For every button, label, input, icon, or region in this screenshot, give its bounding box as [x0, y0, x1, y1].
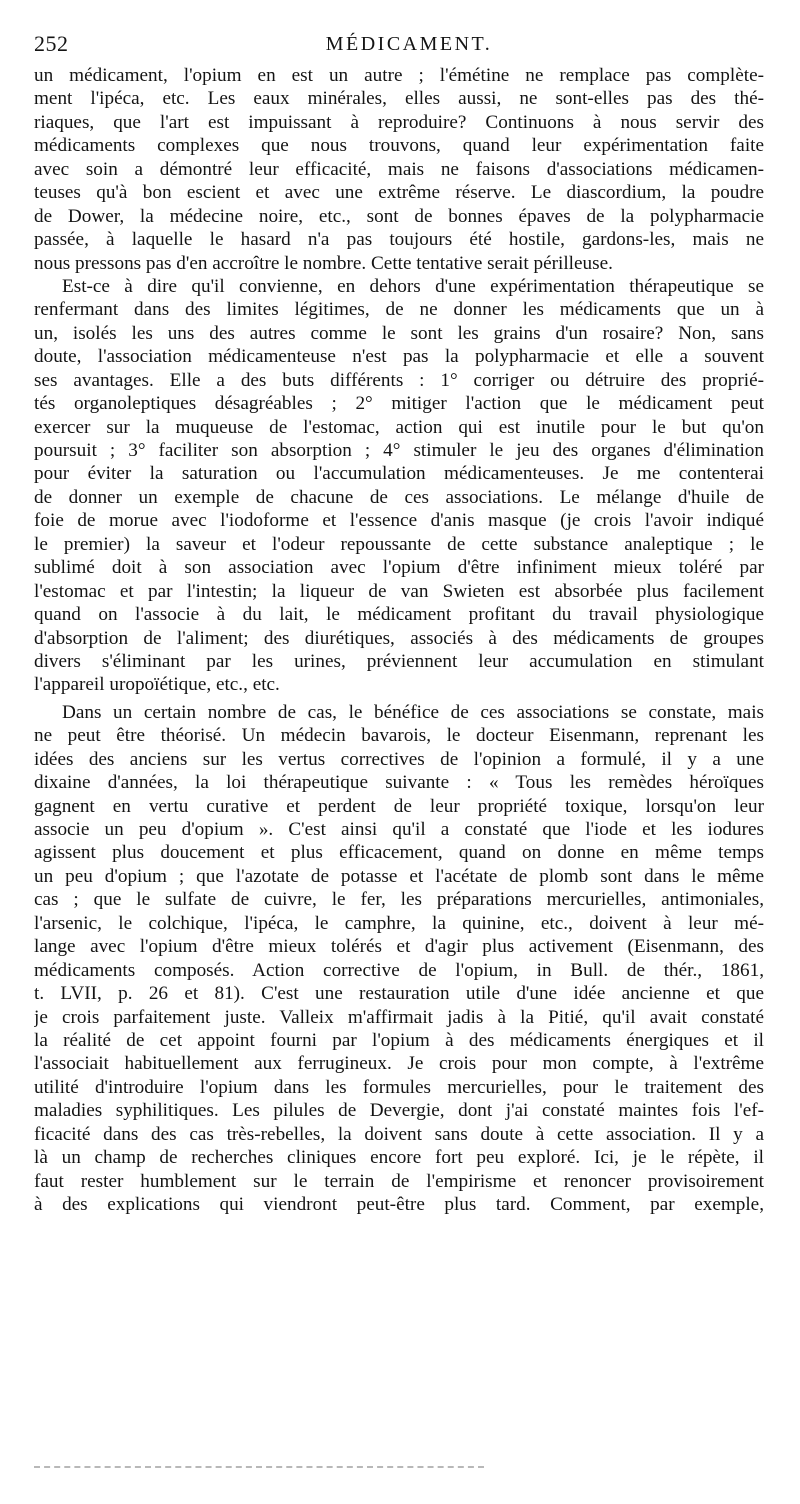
text-line: exercer sur la muqueuse de l'estomac, action qui est inutile pour le but qu'on — [34, 416, 764, 438]
page-number: 252 — [34, 31, 69, 56]
text-line: ficacité dans des cas très-rebelles, la doivent sans doute à cette association. Il y a — [34, 1123, 764, 1145]
page-header — [34, 30, 764, 58]
text-line: associe un peu d'opium ». C'est ainsi qu'il a constaté que l'iode et les iodures — [34, 819, 764, 840]
text-line: sublimé doit à son association avec l'opium d'être infiniment mieux toléré par — [34, 557, 764, 579]
text-line: quand on l'associe à du lait, le médicament profitant du travail physiologique — [34, 604, 764, 626]
text-line: un peu d'opium ; que l'azotate de potasse et l'acétate de plomb sont dans le même — [34, 865, 764, 887]
text-line: tés organoleptiques désagréables ; 2° mitiger l'action que le médicament peut — [34, 393, 764, 415]
text-line: gagnent en vertu curative et perdent de leur propriété toxique, lorsqu'on leur — [34, 795, 764, 817]
footer-rule — [34, 1466, 484, 1470]
text-line: pour éviter la saturation ou l'accumulation médicamenteuses. Je me contenterai — [34, 463, 764, 485]
text-line: agissent plus doucement et plus efficacement, quand on donne en même temps — [34, 842, 764, 864]
text-line: lange avec l'opium d'être mieux tolérés et d'agir plus activement (Eisenmann, des — [34, 936, 764, 958]
text-line: là un champ de recherches cliniques encore fort peu exploré. Ici, je le répète, il — [34, 1147, 764, 1169]
text-line: de Dower, la médecine noire, etc., sont de bonnes épaves de la polypharmacie — [34, 205, 764, 227]
text-line: utilité d'introduire l'opium dans les formules mercurielles, pour le traitement des — [34, 1076, 764, 1098]
text-line: poursuit ; 3° faciliter son absorption ; 4° stimuler le jeu des organes d'élimination — [34, 440, 764, 461]
text-line: riaques, que l'art est impuissant à reproduire? Continuons à nous servir des — [34, 111, 764, 133]
text-line: je crois parfaitement juste. Valleix m'affirmait jadis à la Pitié, qu'il avait constaté — [34, 1006, 764, 1028]
text-line: l'associait habituellement aux ferrugineux. Je crois pour mon compte, à l'extrême — [34, 1053, 764, 1075]
text-line: t. LVII, p. 26 et 81). C'est une restauration utile d'une idée ancienne et que — [34, 983, 764, 1005]
text-line: ses avantages. Elle a des buts différents : 1° corriger ou détruire des proprié- — [34, 369, 764, 391]
text-line: à des explications qui viendront peut-être plus tard. Comment, par exemple, — [34, 1194, 764, 1215]
text-line: un, isolés les uns des autres comme le sont les grains d'un rosaire? Non, sans — [34, 322, 764, 344]
text-line: maladies syphilitiques. Les pilules de Devergie, dont j'ai constaté maintes fois l'ef- — [34, 1100, 764, 1122]
text-line: ment l'ipéca, etc. Les eaux minérales, elles aussi, ne sont-elles pas des thé- — [34, 88, 764, 110]
text-line: dixaine d'années, la loi thérapeutique suivante : « Tous les remèdes héroïques — [34, 772, 764, 794]
text-line: divers s'éliminant par les urines, préviennent leur accumulation en stimulant — [34, 650, 764, 672]
text-line: la réalité de cet appoint fourni par l'opium à des médicaments énergiques et il — [34, 1029, 764, 1051]
text-line: Dans un certain nombre de cas, le bénéfice de ces associations se constate, mais — [62, 701, 764, 723]
text-line: teuses qu'à bon escient et avec une extrême réserve. Le diascordium, la poudre — [34, 182, 764, 204]
text-line: faut rester humblement sur le terrain de l'empirisme et renoncer provisoirement — [34, 1170, 764, 1192]
text-line: avec soin a démontré leur efficacité, mais ne faisons d'associations médicamen- — [34, 158, 764, 180]
text-line: l'arsenic, le colchique, l'ipéca, le camphre, la quinine, etc., doivent à leur mé- — [34, 912, 764, 934]
text-line: renfermant dans des limites légitimes, de ne donner les médicaments que un à — [34, 299, 764, 321]
text-line: ne peut être théorisé. Un médecin bavarois, le docteur Eisenmann, reprenant les — [34, 725, 764, 747]
text-line: un médicament, l'opium en est un autre ; l'émétine ne remplace pas complète- — [34, 65, 764, 86]
running-title: MÉDICAMENT. — [325, 33, 493, 55]
text-line: idées des anciens sur les vertus correctives de l'opinion a formulé, il y a une — [34, 748, 764, 770]
text-line: foie de morue avec l'iodoforme et l'essence d'anis masque (je crois l'avoir indiqué — [34, 510, 764, 532]
text-line: le premier) la saveur et l'odeur repoussante de cette substance analeptique ; le — [34, 533, 764, 555]
text-line: médicaments complexes que nous trouvons, quand leur expérimentation faite — [34, 135, 764, 157]
text-line: passée, à laquelle le hasard n'a pas toujours été hostile, gardons-les, mais ne — [34, 229, 764, 251]
text-line: nous pressons pas d'en accroître le nombre. Cette tentative serait périlleuse. — [34, 252, 613, 274]
text-line: Est-ce à dire qu'il convienne, en dehors d'une expérimentation thérapeutique se — [62, 275, 764, 297]
text-line: l'appareil uropoïétique, etc., etc. — [34, 674, 280, 696]
text-line: l'estomac et par l'intestin; la liqueur de van Swieten est absorbée plus facilement — [34, 580, 764, 602]
text-line: d'absorption de l'aliment; des diurétiques, associés à des médicaments de groupes — [34, 627, 764, 649]
text-line: cas ; que le sulfate de cuivre, le fer, les préparations mercurielles, antimoniales, — [34, 889, 764, 911]
text-line: de donner un exemple de chacune de ces associations. Le mélange d'huile de — [34, 486, 764, 508]
text-line: doute, l'association médicamenteuse n'est pas la polypharmacie et elle a souvent — [34, 346, 764, 368]
body-text — [34, 64, 764, 1216]
text-line: médicaments composés. Action corrective de l'opium, in Bull. de thér., 1861, — [34, 959, 764, 981]
